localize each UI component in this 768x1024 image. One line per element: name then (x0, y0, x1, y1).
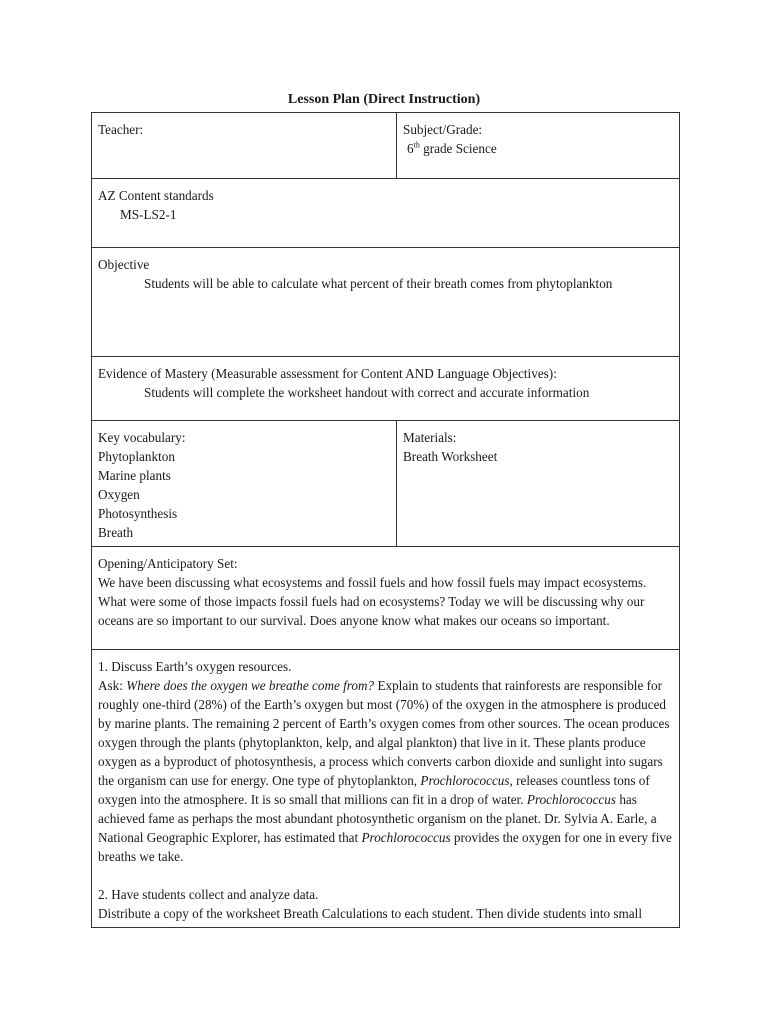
subject-grade-label: Subject/Grade: (403, 122, 483, 137)
evidence-cell (92, 357, 680, 421)
lesson-plan-table (91, 112, 680, 928)
vocabulary-cell (92, 421, 397, 547)
objective-text: Students will be able to calculate what percent of their breath comes from phytoplankton (144, 276, 613, 291)
vocabulary-item: Breath (98, 525, 134, 540)
evidence-label: Evidence of Mastery (Measurable assessment for Content AND Language Objectives): (98, 366, 557, 381)
standards-code: MS-LS2-1 (120, 207, 177, 222)
paragraph-gap (98, 866, 673, 885)
vocabulary-item: Phytoplankton (98, 449, 175, 464)
opening-text: We have been discussing what ecosystems and fossil fuels and how fossil fuels may impact ecosystems. What were some of those impacts fossil fuels had on ecosystems? Today we will be discussing why our oceans are so important to our survival. Does anyone know what makes our oceans so important. (98, 575, 647, 628)
materials-list (403, 447, 673, 466)
step2-text: Distribute a copy of the worksheet Breath Calculations to each student. Then divide students into small (98, 906, 642, 921)
step2-heading: 2. Have students collect and analyze data. (98, 887, 319, 902)
page-title: Lesson Plan (Direct Instruction) (287, 92, 481, 107)
teacher-label: Teacher: (98, 122, 144, 137)
materials-item: Breath Worksheet (403, 449, 498, 464)
objective-label: Objective (98, 257, 150, 272)
vocabulary-item: Marine plants (98, 468, 171, 483)
procedure-cell (92, 650, 680, 928)
subject-grade-cell (397, 113, 680, 179)
step1-heading: 1. Discuss Earth’s oxygen resources. (98, 659, 292, 674)
materials-label: Materials: (403, 430, 457, 445)
opening-label: Opening/Anticipatory Set: (98, 556, 238, 571)
objective-cell (92, 248, 680, 357)
vocabulary-label: Key vocabulary: (98, 430, 186, 445)
opening-cell (92, 547, 680, 650)
standards-cell (92, 179, 680, 248)
teacher-cell (92, 113, 397, 179)
evidence-text: Students will complete the worksheet handout with correct and accurate information (144, 385, 590, 400)
materials-cell (397, 421, 680, 547)
vocabulary-item: Photosynthesis (98, 506, 178, 521)
grade-value: 6th grade Science (407, 140, 497, 156)
vocabulary-item: Oxygen (98, 487, 140, 502)
vocabulary-list (98, 447, 390, 542)
step1-paragraph: Ask: Where does the oxygen we breathe come from? Explain to students that rainforests are responsible for roughly one-third (28%) of the Earth’s oxygen but most (70%) of the oxygen in the atmosphere is produced by marine plants. The remaining 2 percent of Earth’s oxygen comes from other sources. The ocean produces oxygen through the plants (phytoplankton, kelp, and algal plankton) that live in it. These plants produce oxygen as a byproduct of photosynthesis, a process which converts carbon dioxide and sunlight into sugars the organism can use for energy. One type of phytoplankton, Prochlorococcus, releases countless tons of oxygen into the atmosphere. It is so small that millions can fit in a drop of water. Prochlorococcus has achieved fame as perhaps the most abundant photosynthetic organism on the planet. Dr. Sylvia A. Earle, a National Geographic Explorer, has estimated that Prochlorococcus provides the oxygen for one in every five breaths we take. (98, 678, 672, 864)
standards-label: AZ Content standards (98, 188, 214, 203)
